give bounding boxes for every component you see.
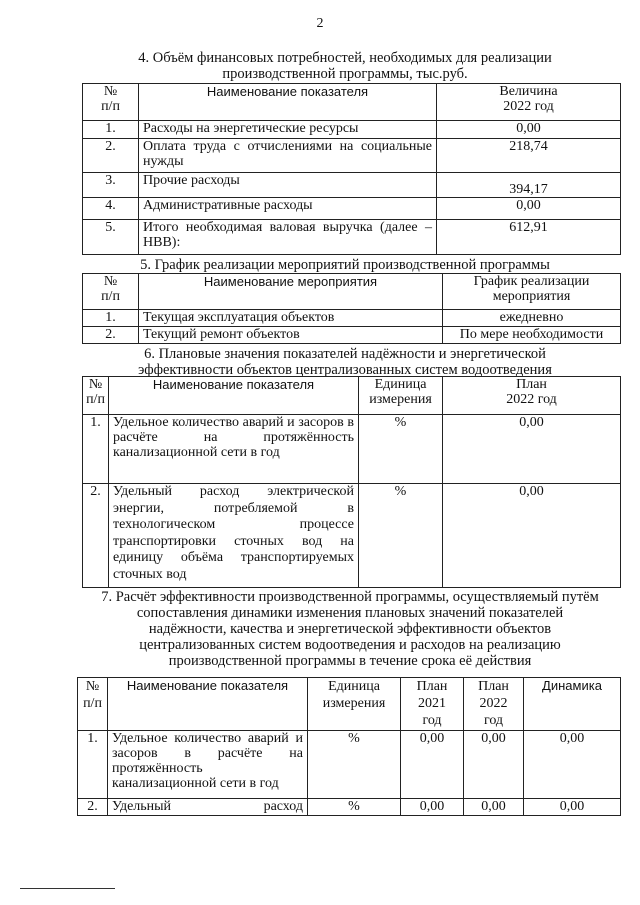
header-num: № п/п bbox=[83, 377, 109, 415]
efficiency-table bbox=[77, 677, 621, 816]
row-name: Удельное количество аварий и засоров в расчёте на протяжённость канализационной сети в год bbox=[108, 731, 308, 799]
section7-title bbox=[72, 589, 628, 669]
table-header-row bbox=[83, 274, 621, 310]
section7-title-line2: сопоставления динамики изменения плановых значений показателей bbox=[136, 605, 564, 621]
header-name: Наименование мероприятия bbox=[139, 274, 443, 310]
table-header-row bbox=[83, 377, 621, 415]
section4-title bbox=[70, 50, 620, 82]
row-num: 1. bbox=[83, 415, 109, 484]
section6-title-line2: эффективности объектов централизованных систем водоотведения bbox=[138, 362, 552, 378]
table-row bbox=[83, 198, 621, 220]
table-row bbox=[83, 220, 621, 255]
row-unit: % bbox=[359, 484, 443, 588]
schedule-table bbox=[82, 273, 621, 344]
row-unit: % bbox=[308, 731, 401, 799]
section6-title-line1: 6. Плановые значения показателей надёжности и энергетической bbox=[144, 346, 546, 362]
header-num: № п/п bbox=[83, 84, 139, 121]
row-num: 1. bbox=[78, 731, 108, 799]
row-plan: 0,00 bbox=[443, 415, 621, 484]
header-num: № п/п bbox=[83, 274, 139, 310]
section5-title: 5. График реализации мероприятий производственной программы bbox=[140, 257, 550, 273]
header-plan-2022: План 2022 год bbox=[464, 678, 524, 731]
table-row bbox=[83, 327, 621, 344]
row-plan-2022: 0,00 bbox=[464, 731, 524, 799]
row-value: 394,17 bbox=[437, 173, 621, 198]
row-num: 2. bbox=[83, 139, 139, 173]
row-value: 218,74 bbox=[437, 139, 621, 173]
row-name: Административные расходы bbox=[139, 198, 437, 220]
row-num: 2. bbox=[83, 484, 109, 588]
table-row bbox=[83, 310, 621, 327]
header-name: Наименование показателя bbox=[109, 377, 359, 415]
section4-title-line2: производственной программы, тыс.руб. bbox=[222, 66, 468, 82]
row-name: Расходы на энергетические ресурсы bbox=[139, 121, 437, 139]
row-num: 1. bbox=[83, 310, 139, 327]
row-num: 1. bbox=[83, 121, 139, 139]
header-plan: План 2022 год bbox=[443, 377, 621, 415]
table-row bbox=[83, 415, 621, 484]
table-header-row bbox=[78, 678, 621, 731]
section7-title-line4: централизованных систем водоотведения и расходов на реализацию bbox=[139, 637, 561, 653]
footer-divider bbox=[20, 888, 115, 889]
row-num: 2. bbox=[78, 799, 108, 816]
table-row bbox=[83, 121, 621, 139]
row-name: Текущая эксплуатация объектов bbox=[139, 310, 443, 327]
header-name: Наименование показателя bbox=[139, 84, 437, 121]
reliability-table bbox=[82, 376, 621, 588]
section7-title-line3: надёжности, качества и энергетической эффективности объектов bbox=[148, 621, 552, 637]
row-dynamics: 0,00 bbox=[524, 799, 621, 816]
section6-title bbox=[70, 346, 620, 378]
row-schedule: По мере необходимости bbox=[443, 327, 621, 344]
header-dynamics: Динамика bbox=[524, 678, 621, 731]
row-num: 2. bbox=[83, 327, 139, 344]
row-value: 612,91 bbox=[437, 220, 621, 255]
row-name: Текущий ремонт объектов bbox=[139, 327, 443, 344]
row-unit: % bbox=[359, 415, 443, 484]
header-value: Величина 2022 год bbox=[437, 84, 621, 121]
section7-title-line5: производственной программы в течение срока её действия bbox=[168, 653, 532, 669]
row-name: Удельное количество аварий и засоров в расчёте на протяжённость канализационной сети в год bbox=[109, 415, 359, 484]
header-plan-2021: План 2021 год bbox=[401, 678, 464, 731]
row-plan: 0,00 bbox=[443, 484, 621, 588]
row-num: 3. bbox=[83, 173, 139, 198]
row-name: Оплата труда с отчислениями на социальные нужды bbox=[139, 139, 437, 173]
row-schedule: ежедневно bbox=[443, 310, 621, 327]
table-header-row bbox=[83, 84, 621, 121]
financial-needs-table bbox=[82, 83, 621, 255]
header-num: № п/п bbox=[78, 678, 108, 731]
row-num: 5. bbox=[83, 220, 139, 255]
row-name: Итого необходимая валовая выручка (далее – НВВ): bbox=[139, 220, 437, 255]
row-unit: % bbox=[308, 799, 401, 816]
table-row bbox=[83, 484, 621, 588]
page-number: 2 bbox=[316, 16, 324, 31]
table-row bbox=[78, 731, 621, 799]
table-row bbox=[83, 139, 621, 173]
header-name: Наименование показателя bbox=[108, 678, 308, 731]
row-name: Удельный расход bbox=[108, 799, 308, 816]
table-row bbox=[78, 799, 621, 816]
table-row bbox=[83, 173, 621, 198]
row-value: 0,00 bbox=[437, 121, 621, 139]
header-unit: Единица измерения bbox=[308, 678, 401, 731]
row-num: 4. bbox=[83, 198, 139, 220]
section7-title-line1: 7. Расчёт эффективности производственной программы, осуществляемый путём bbox=[101, 589, 599, 605]
row-value: 0,00 bbox=[437, 198, 621, 220]
section4-title-line1: 4. Объём финансовых потребностей, необходимых для реализации bbox=[138, 50, 552, 66]
row-name: Прочие расходы bbox=[139, 173, 437, 198]
header-schedule: График реализации мероприятия bbox=[443, 274, 621, 310]
row-name: Удельный расход электрической энергии, потребляемой в технологическом процессе транспортировки сточных вод на единицу объёма транспортируемых сточных вод bbox=[109, 484, 359, 588]
header-unit: Единица измерения bbox=[359, 377, 443, 415]
row-dynamics: 0,00 bbox=[524, 731, 621, 799]
row-plan-2021: 0,00 bbox=[401, 799, 464, 816]
row-plan-2021: 0,00 bbox=[401, 731, 464, 799]
row-plan-2022: 0,00 bbox=[464, 799, 524, 816]
